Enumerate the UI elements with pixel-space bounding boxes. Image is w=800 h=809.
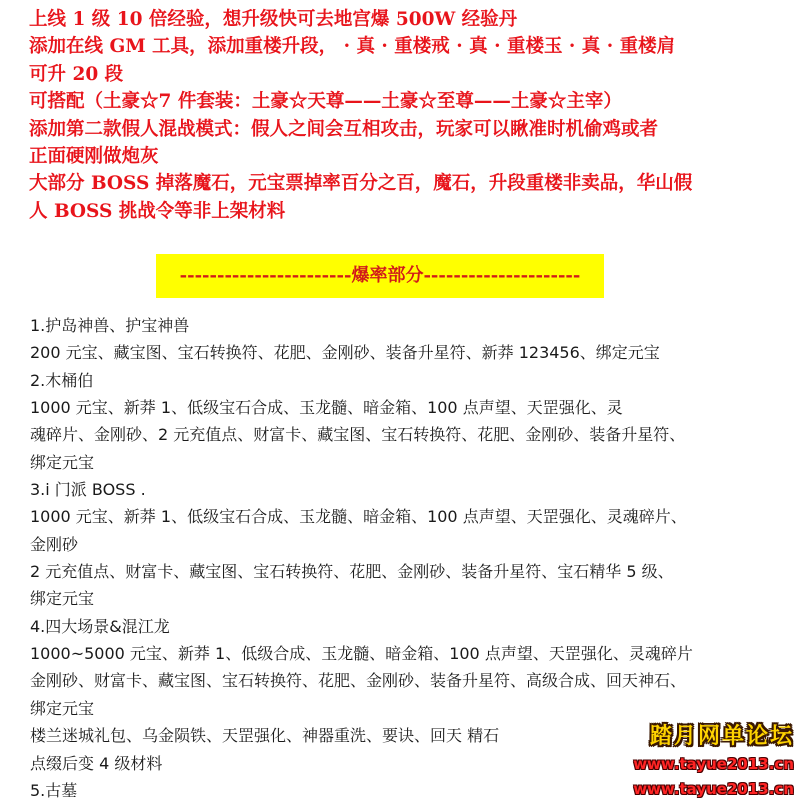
intro-line: 大部分 BOSS 掉落魔石，元宝票掉率百分之百，魔石，升段重楼非卖品，华山假 — [29, 173, 693, 195]
intro-line: 上线 1 级 10 倍经验，想升级快可去地宫爆 500W 经验丹 — [29, 9, 518, 30]
intro-line: 可升 20 段 — [29, 63, 124, 85]
drop-line: 绑定元宝 — [30, 698, 95, 718]
drop-line: 点缀后变 4 级材料 — [30, 753, 163, 773]
drop-line: 3.i 门派 BOSS . — [30, 480, 146, 500]
intro-line: 人 BOSS 挑战令等非上架材料 — [29, 200, 286, 222]
intro-line: 正面硬刚做炮灰 — [29, 146, 159, 168]
watermark-url: www.tayue2013.cn — [633, 780, 794, 798]
drop-line: 2 元充值点、财富卡、藏宝图、宝石转换符、花肥、金刚砂、装备升星符、宝石精华 5 级、 — [30, 562, 674, 582]
drop-line: 5.古墓 — [30, 780, 78, 800]
drop-line: 绑定元宝 — [30, 589, 95, 609]
drop-line: 1000 元宝、新莽 1、低级宝石合成、玉龙髓、暗金箱、100 点声望、天罡强化、灵魂碎片、 — [30, 507, 687, 527]
drop-line: 4.四大场景&混江龙 — [30, 616, 170, 636]
intro-line: 可搭配（土豪☆7 件套装：土豪☆天尊——土豪☆至尊——土豪☆主宰） — [29, 91, 622, 113]
watermark-url: www.tayue2013.cn — [633, 755, 794, 773]
drop-line: 1.护岛神兽、护宝神兽 — [30, 316, 190, 335]
drop-rate-section-header: -----------------------爆率部分--------------------- — [156, 254, 604, 298]
drop-line: 1000~5000 元宝、新莽 1、低级合成、玉龙髓、暗金箱、100 点声望、天罡强化、灵魂碎片 — [30, 644, 693, 664]
drop-line: 楼兰迷城礼包、乌金陨铁、天罡强化、神器重洗、要诀、回天 精石 — [30, 726, 500, 746]
drop-line: 200 元宝、藏宝图、宝石转换符、花肥、金刚砂、装备升星符、新莽 123456、绑定元宝 — [30, 343, 660, 363]
intro-line: 添加在线 GM 工具，添加重楼升段， · 真 · 重楼戒 · 真 · 重楼玉 · 真 · 重楼肩 — [29, 36, 676, 58]
drop-line: 绑定元宝 — [30, 452, 95, 472]
drop-line: 2.木桶伯 — [30, 370, 94, 390]
drop-line: 金刚砂 — [30, 534, 79, 554]
drop-line: 1000 元宝、新莽 1、低级宝石合成、玉龙髓、暗金箱、100 点声望、天罡强化、灵 — [30, 398, 623, 418]
intro-line: 添加第二款假人混战模式：假人之间会互相攻击，玩家可以瞅准时机偷鸡或者 — [29, 118, 659, 140]
site-watermark — [574, 722, 794, 802]
intro-text-block — [29, 6, 789, 225]
drop-line: 魂碎片、金刚砂、2 元充值点、财富卡、藏宝图、宝石转换符、花肥、金刚砂、装备升星符、 — [30, 425, 686, 445]
drop-line: 金刚砂、财富卡、藏宝图、宝石转换符、花肥、金刚砂、装备升星符、高级合成、回天神石、 — [30, 671, 687, 691]
watermark-title: 踏月网单论坛 — [649, 724, 794, 749]
